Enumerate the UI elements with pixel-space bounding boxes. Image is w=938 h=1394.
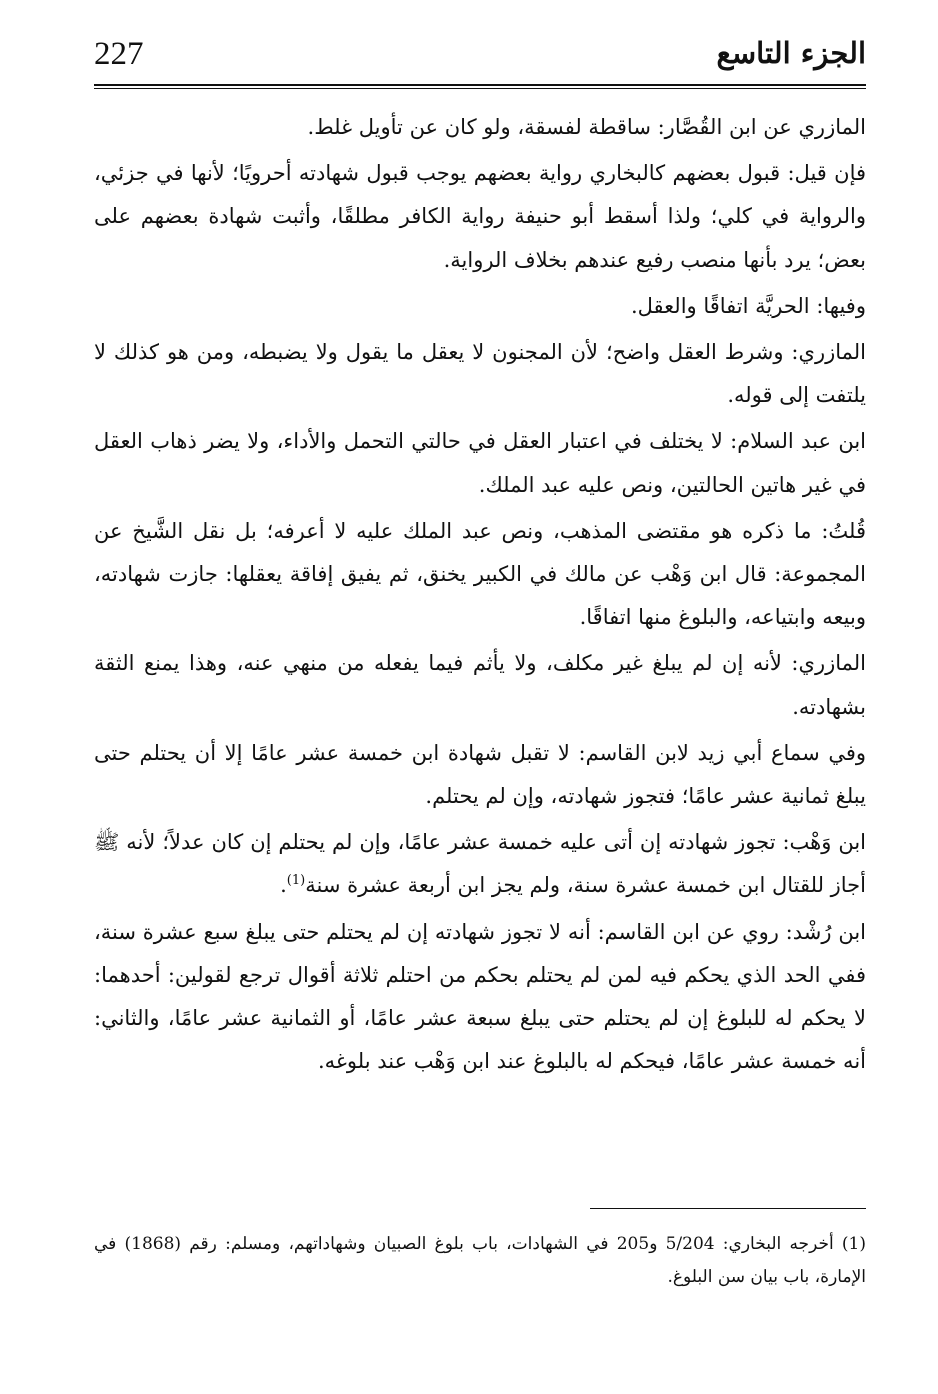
page-header xyxy=(94,32,866,86)
main-text xyxy=(94,106,866,1083)
paragraph: وفيها: الحريَّة اتفاقًا والعقل. xyxy=(630,293,866,318)
footnotes xyxy=(94,1228,866,1294)
footnote-reference[interactable]: (1) xyxy=(286,873,306,889)
header-rule xyxy=(94,84,866,89)
sentence-end: . xyxy=(280,873,287,898)
running-title: الجزء التاسع xyxy=(716,36,866,70)
paragraph: ابن عبد السلام: لا يختلف في اعتبار العقل في حالتي التحمل والأداء، ولا يضر ذهاب العقل في غير هاتين الحالتين، ونص عليه عبد الملك. xyxy=(94,429,866,497)
paragraph: قُلتُ: ما ذكره هو مقتضى المذهب، ونص عبد الملك عليه لا أعرفه؛ بل نقل الشَّيخ عن المجموعة: قال ابن وَهْب عن مالك في الكبير يخنق، ثم يفيق إفاقة يعقلها: جازت شهادته، وبيعه وابتياعه، والبلوغ منها اتفاقًا. xyxy=(94,518,866,630)
paragraph: فإن قيل: قبول بعضهم كالبخاري رواية بعضهم يوجب قبول شهادته أحرويًا؛ لأنها في جزئي، والرواية في كلي؛ ولذا أسقط أبو حنيفة رواية الكافر مطلقًا، وأثبت شهادة بعضهم على بعض؛ يرد بأنها منصب رفيع عندهم بخلاف الرواية. xyxy=(94,161,867,272)
paragraph: ابن رُشْد: روي عن ابن القاسم: أنه لا تجوز شهادته إن لم يحتلم حتى يبلغ سبع عشرة سنة، ففي الحد الذي يحكم فيه لمن لم يحتلم بحكم من احتلم ثلاثة أقوال ترجع لقولين: أحدهما: لا يحكم له للبلوغ إن لم يحتلم حتى يبلغ سبعة عشر عامًا، أو الثمانية عشر عامًا، والثاني: أنه خمسة عشر عامًا، فيحكم له بالبلوغ عند ابن وَهْب عند بلوغه. xyxy=(94,919,866,1074)
paragraph: المازري: وشرط العقل واضح؛ لأن المجنون لا يعقل ما يقول ولا يضبطه، ومن هو كذلك لا يلتفت إلى قوله. xyxy=(94,340,866,408)
footnote: (1) أخرجه البخاري: 5/204 و205 في الشهادات، باب بلوغ الصبيان وشهاداتهم، ومسلم: رقم (1868) في الإمارة، باب بيان سن البلوغ. xyxy=(94,1234,866,1287)
paragraph: المازري: لأنه إن لم يبلغ غير مكلف، ولا يأثم فيما يفعله من منهي عنه، وهذا يمنع الثقة بشهادته. xyxy=(94,651,866,719)
page-number: 227 xyxy=(94,36,144,72)
paragraph: وفي سماع أبي زيد لابن القاسم: لا تقبل شهادة ابن خمسة عشر عامًا إلا أن يحتلم حتى يبلغ ثمانية عشر عامًا؛ فتجوز شهادته، وإن لم يحتلم. xyxy=(94,740,866,809)
footnote-rule xyxy=(590,1208,866,1209)
paragraph: المازري عن ابن القُصَّار: ساقطة لفسقة، ولو كان عن تأويل غلط. xyxy=(307,115,866,139)
paragraph-text: ابن وَهْب: تجوز شهادته إن أتى عليه خمسة عشر عامًا، وإن لم يحتلم إن كان عدلاً؛ لأنه ﷺ أجاز للقتال ابن خمسة عشرة سنة، ولم يجز ابن أربعة عشرة سنة xyxy=(94,830,866,898)
paragraph-with-footnote xyxy=(94,821,866,907)
